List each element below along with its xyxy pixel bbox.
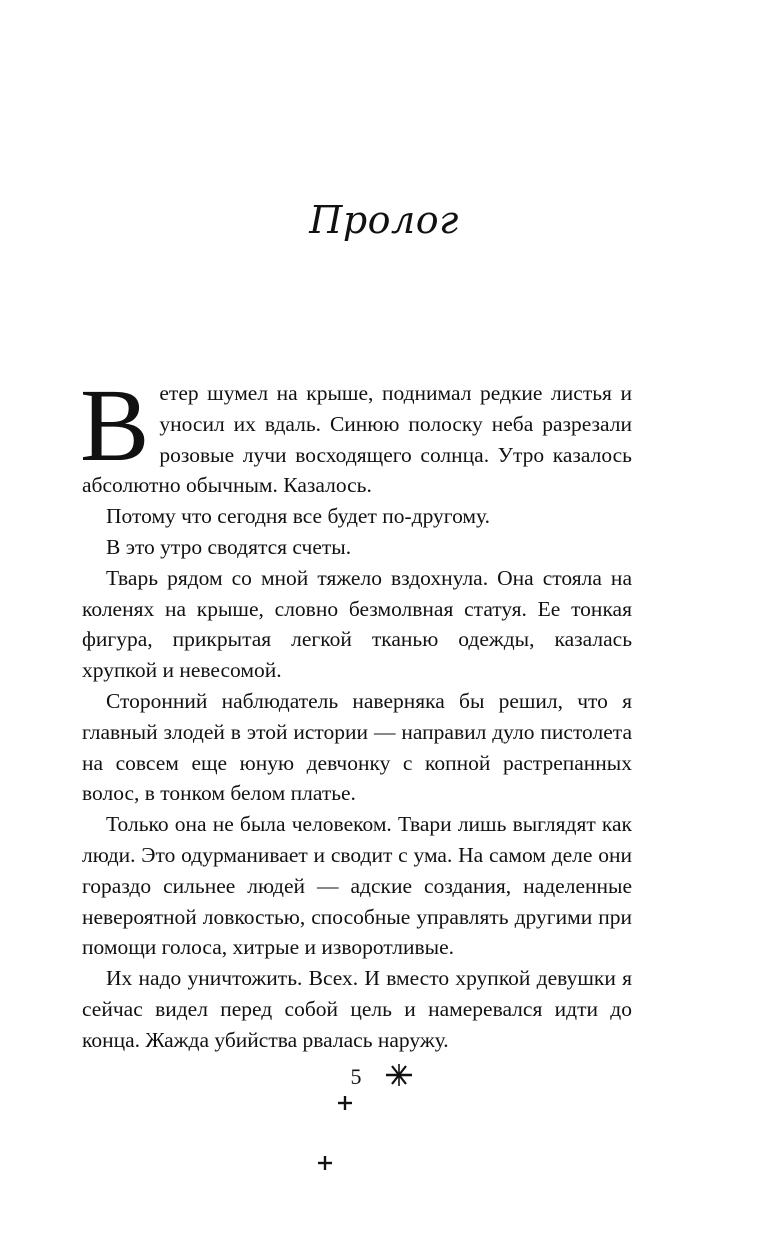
plus-icon <box>316 1154 334 1172</box>
star-icon <box>384 1060 414 1090</box>
paragraph-2: Потому что сегодня все будет по-другому. <box>106 504 490 529</box>
paragraph-6: Только она не была человеком. Твари лишь выглядят как люди. Это одурманивает и сводит с ума. На самом деле они гораздо сильнее людей — адские создания, наделенные невероятной ловкостью, способные управлять другими при помощи голоса, хитрые и изворотливые. <box>82 812 632 960</box>
chapter-title: Пролог <box>309 198 459 242</box>
page-number: 5 <box>350 1064 362 1089</box>
body-text <box>80 368 632 1056</box>
paragraph-1-text: етер шумел на крыше, поднимал редкие листья и уносил их вдаль. Синюю полоску неба разрезали розовые лучи восходящего солнца. Утро казалось абсолютно обычным. Казалось. <box>82 381 632 498</box>
drop-cap: В <box>80 368 150 483</box>
paragraph-4: Тварь рядом со мной тяжело вздохнула. Она стояла на коленях на крыше, словно безмолвная статуя. Ее тонкая фигура, прикрытая легкой тканью одежды, казалась хрупкой и невесомой. <box>82 565 632 683</box>
paragraph-3: В это утро сводятся счеты. <box>106 534 352 559</box>
paragraph-7: Их надо уничтожить. Всех. И вместо хрупкой девушки я сейчас видел перед собой цель и намеревался идти до конца. Жажда убийства рвалась наружу. <box>82 966 632 1052</box>
paragraph-1 <box>80 368 632 501</box>
plus-icon <box>336 1094 354 1112</box>
paragraph-5: Сторонний наблюдатель наверняка бы решил, что я главный злодей в этой истории — направил дуло пистолета на совсем еще юную девчонку с копной растрепанных волос, в тонком белом платье. <box>82 688 632 806</box>
